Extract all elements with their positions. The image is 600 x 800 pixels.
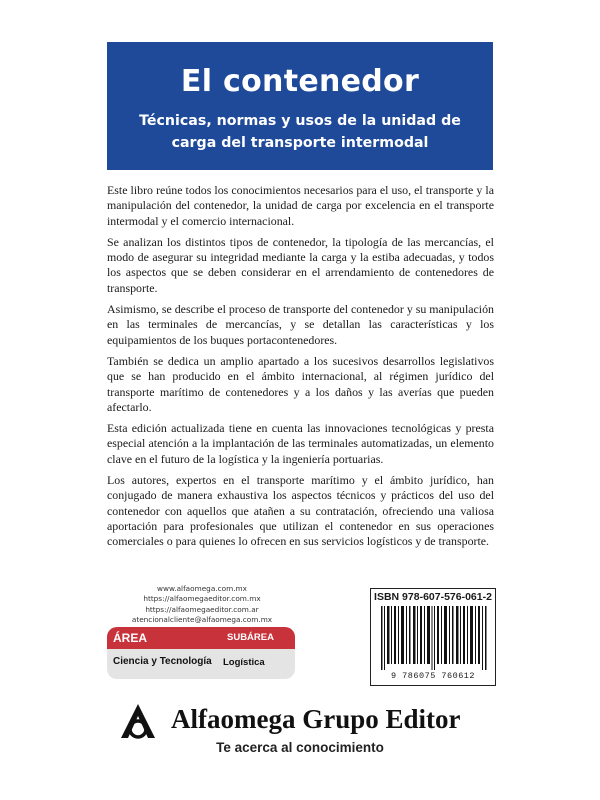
book-title: El contenedor	[180, 64, 420, 99]
isbn-barcode-box	[370, 588, 496, 686]
contact-email: atencionalcliente@alfaomega.com.mx	[131, 615, 273, 625]
description-paragraph: Este libro reúne todos los conocimientos necesarios para el uso, el transporte y la manipulación del contenedor, la unidad de carga por excelencia en el transporte intermodal y el comercio internacional.	[107, 183, 494, 228]
description-text	[107, 183, 494, 556]
barcode-icon	[379, 606, 487, 670]
classification-header	[107, 627, 295, 649]
book-subtitle: Técnicas, normas y usos de la unidad de carga del transporte intermodal	[139, 113, 461, 151]
description-paragraph: Esta edición actualizada tiene en cuenta las innovaciones tecnológicas y presta especial atención a la implantación de las terminales automatizadas, un elemento clave en el futuro de la logística y la ingeniería portuarias.	[107, 421, 494, 466]
description-paragraph: Se analizan los distintos tipos de contenedor, la tipología de las mercancías, el modo de asegurar su integridad mediante la carga y la estiba adecuadas, y todos los aspectos que se deben considerar en el arrendamiento de contenedores de transporte.	[107, 234, 494, 295]
description-paragraph: Asimismo, se describe el proceso de transporte del contenedor y su manipulación en las terminales de mercancías, y se detallan las características y los equipamientos de los buques portacontenedores.	[107, 302, 494, 347]
isbn-text: ISBN 978-607-576-061-2	[374, 591, 492, 603]
website-url: https://alfaomegaeditor.com.ar	[145, 604, 259, 614]
website-url: https://alfaomegaeditor.com.mx	[143, 594, 261, 604]
description-paragraph: También se dedica un amplio apartado a los sucesivos desarrollos legislativos que se han producido en el ámbito internacional, al régimen jurídico del transporte marítimo de contenedores y a los daños y las averías que pueden afectarlo.	[107, 353, 494, 414]
publisher-tagline: Te acerca al conocimiento	[216, 740, 384, 755]
publisher-block	[115, 702, 495, 742]
subarea-label: SUBÁREA	[227, 632, 274, 643]
subarea-value: Logística	[223, 657, 265, 668]
area-value: Ciencia y Tecnología	[113, 656, 212, 667]
classification-values	[107, 649, 295, 679]
classification-badge	[107, 627, 295, 682]
alfaomega-logo-icon	[115, 702, 161, 740]
area-label: ÁREA	[113, 631, 148, 645]
title-banner	[107, 42, 493, 170]
description-paragraph: Los autores, expertos en el transporte marítimo y el ámbito jurídico, han conjugado de manera exhaustiva los aspectos técnicos y prácticos del uso del contenedor con aquellos que atañen a su contratación, ofreciendo una valiosa aportación para profesionales que utilizan el contenedor en sus operaciones comerciales o para quienes lo ofrecen en sus servicios logísticos y de transporte.	[107, 473, 494, 549]
contact-info	[118, 584, 286, 626]
website-url: www.alfaomega.com.mx	[157, 584, 247, 593]
publisher-name: Alfaomega Grupo Editor	[171, 704, 461, 734]
barcode-number: 9 786075 760612	[390, 671, 475, 681]
